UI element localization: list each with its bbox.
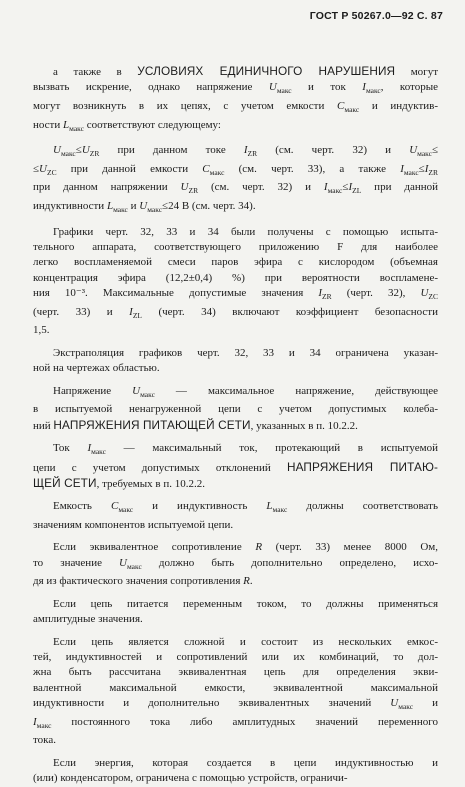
- paragraph-10: [33, 635, 438, 749]
- paragraph-11: [33, 756, 438, 787]
- text-line: ний НАПРЯЖЕНИЯ ПИТАЮЩЕЙ СЕТИ, указанных в п. 10.2.2.: [33, 417, 358, 432]
- text-line: Если энергия, которая создается в цепи индуктивностью и: [53, 756, 438, 769]
- paragraph-3: [33, 225, 438, 339]
- text-line: индуктивности $L_{макс}$ и $U_{макс}\le 24$ В (см. черт. 34).: [33, 199, 256, 215]
- text-line: тельного аппарата, соответствующего приложению F для наиболее: [33, 240, 438, 253]
- page-header: ГОСТ Р 50267.0—92 С. 87: [309, 10, 443, 22]
- text-line: Если цепь питается переменным током, то должны применяться: [53, 597, 438, 610]
- paragraph-4: [33, 346, 438, 377]
- text-line: ния 10⁻³. Максимальные допустимые значения $I_{ZR}$ (черт. 32), $U_{ZC}$: [33, 287, 438, 302]
- text-line: 1,5.: [33, 324, 50, 337]
- text-line: вызвать искрение, однако напряжение $U_{макс}$ и ток $I_{макс}$, которые: [33, 81, 438, 96]
- text-line: то значение $U_{макс}$ должно быть дополнительно определено, исхо-: [33, 556, 438, 571]
- text-line: Ток $I_{макс}$ — максимальный ток, протекающий в испытуемой: [53, 442, 438, 457]
- text-line: ЩЕЙ СЕТИ, требуемых в п. 10.2.2.: [33, 476, 205, 490]
- text-line: легко воспламеняемой смеси паров эфира с кислородом (объемная: [33, 256, 438, 269]
- document-body: [33, 64, 438, 787]
- text-line: $\le U_{ZC}$ при данной емкости $C_{макс}$ (см. черт. 33), а также $I_{макс}\le I_{ZR}$: [33, 162, 438, 177]
- paragraph-5: [33, 384, 438, 434]
- text-line: валентной максимальной емкости, эквивалентной максимальной: [33, 681, 438, 694]
- text-line: жна быть рассчитана эквивалентная цепь для определения экви-: [33, 666, 438, 679]
- text-line: Напряжение $U_{макс}$ — максимальное напряжение, действующее: [53, 384, 438, 399]
- paragraph-7: [33, 499, 438, 533]
- text-line: значениям компонентов испытуемой цепи.: [33, 519, 234, 531]
- text-line: концентрация эфира (12,2±0,4) %) при вероятности воспламене-: [33, 271, 438, 284]
- text-line: а также в УСЛОВИЯХ ЕДИНИЧНОГО НАРУШЕНИЯ могут: [53, 64, 439, 78]
- text-line: могут возникнуть в их цепях, с учетом емкости $C_{макс}$ и индуктив-: [33, 100, 438, 115]
- text-line: в испытуемой ненагруженной цепи с учетом допустимых колеба-: [33, 403, 438, 416]
- text-line: Экстраполяция графиков черт. 32, 33 и 34 ограничена указан-: [53, 346, 438, 359]
- formula-block: [33, 143, 438, 217]
- paragraph-6: [33, 441, 438, 492]
- text-line: Если цепь является сложной и состоит из нескольких емкос-: [53, 635, 438, 648]
- paragraph-8: [33, 540, 438, 589]
- text-line: Графики черт. 32, 33 и 34 были получены с помощью испыта-: [53, 225, 438, 238]
- text-line: дя из фактического значения сопротивления R.: [33, 575, 253, 588]
- text-line: $U_{макс}\le U_{ZR}$ при данном токе $I_{ZR}$ (см. черт. 32) и $U_{макс}\le$: [53, 144, 438, 159]
- text-line: индуктивности и дополнительно эквивалентных значений $U_{макс}$ и: [33, 697, 439, 712]
- text-line: Если эквивалентное сопротивление R (черт. 33) менее 8000 Ом,: [53, 541, 439, 554]
- text-line: (или) конденсатором, ограничена с помощью устройств, ограничи-: [33, 772, 348, 785]
- text-line: (черт. 33) и $I_{ZL}$ (черт. 34) включают коэффициент безопасности: [33, 305, 438, 320]
- text-line: тей, индуктивностей и сопротивлений или их комбинаций, то дол-: [33, 651, 438, 664]
- paragraph-9: [33, 597, 438, 628]
- text-line: ности $L_{макс}$ соответствуют следующему:: [33, 118, 221, 133]
- text-line: при данном напряжении $U_{ZR}$ (см. черт. 32) и $I_{макс}\le I_{ZL}$ при данной: [33, 181, 438, 196]
- text-line: цепи с учетом допустимых отклонений НАПРЯЖЕНИЯ ПИТАЮ-: [33, 459, 438, 474]
- text-line: тока.: [33, 734, 56, 747]
- paragraph-1: [33, 64, 438, 136]
- text-line: $I_{макс}$ постоянного тока либо амплитудных значений переменного: [33, 715, 438, 731]
- text-line: амплитудные значения.: [33, 613, 143, 626]
- text-line: ной на чертежах областью.: [33, 362, 160, 375]
- text-line: Емкость $C_{макс}$ и индуктивность $L_{макс}$ должны соответствовать: [53, 500, 438, 515]
